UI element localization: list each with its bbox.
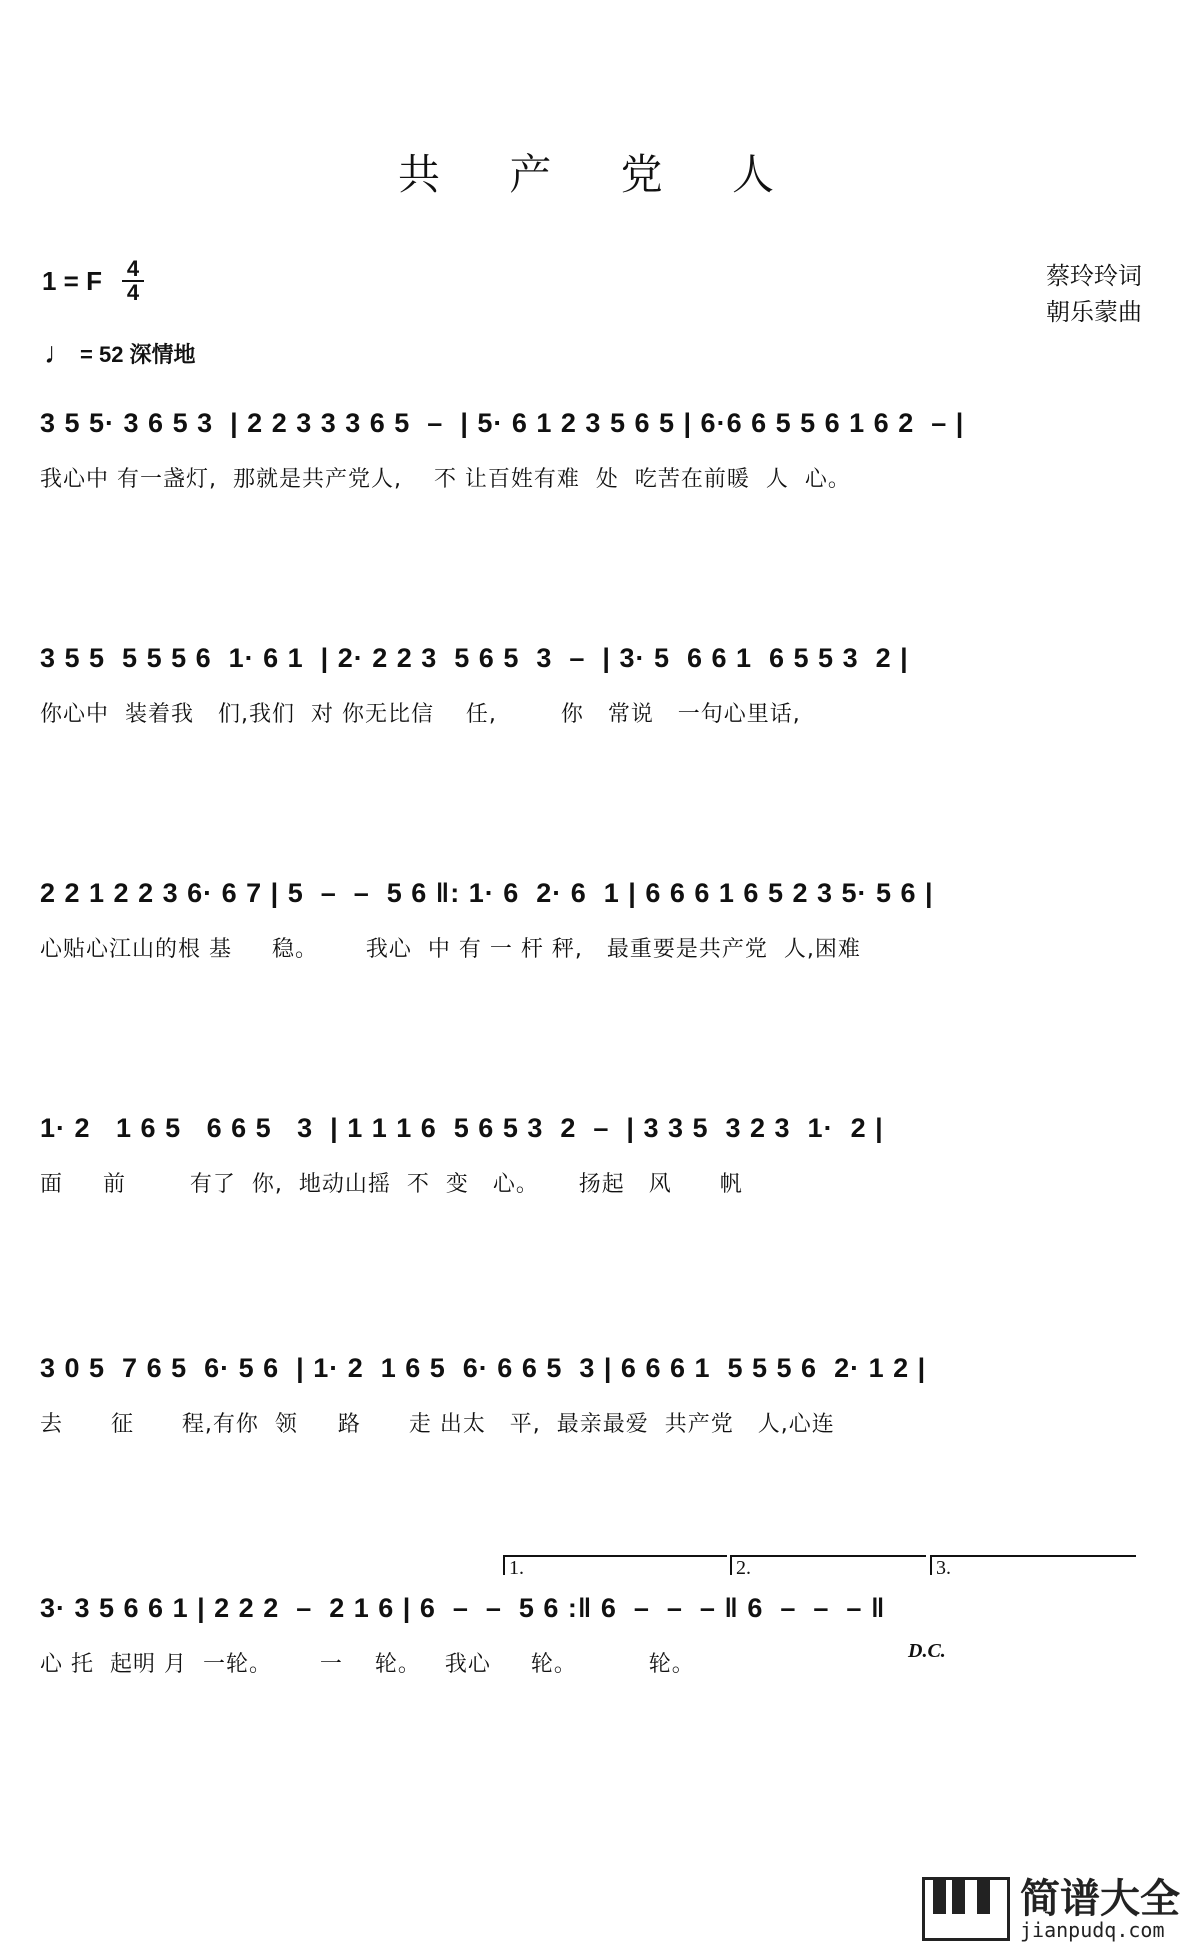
melody-line: 3 5 5 5 5 5 6 1· 6 1 | 2· 2 2 3 5 6 5 3 – | 3· 5 6 6 1 6 5 5 3 2 | (40, 643, 909, 673)
music-system-4 (40, 1105, 1150, 1215)
music-system-5 (40, 1345, 1150, 1455)
melody-line: 3 5 5· 3 6 5 3 | 2 2 3 3 3 6 5 – | 5· 6 1 2 3 5 6 5 | 6·6 6 5 5 6 1 6 2 – | (40, 408, 965, 438)
music-system-3 (40, 870, 1150, 980)
watermark-name: 简谱大全 (1020, 1875, 1180, 1922)
second-ending-bracket: 2. (730, 1555, 926, 1575)
melody-line: 3 0 5 7 6 5 6· 5 6 | 1· 2 1 6 5 6· 6 6 5 3 | 6 6 6 1 5 5 5 6 2· 1 2 | (40, 1353, 927, 1383)
key-signature: 1 = F (42, 266, 102, 296)
quarter-note-icon: ♩ (44, 336, 74, 370)
melody-line: 1· 2 1 6 5 6 6 5 3 | 1 1 1 6 5 6 5 3 2 – | 3 3 5 3 2 3 1· 2 | (40, 1113, 884, 1143)
third-ending-bracket: 3. (930, 1555, 1136, 1575)
watermark-text (1020, 1875, 1180, 1942)
music-system-6 (40, 1585, 1150, 1695)
lyrics-line: 去 征 程,有你 领 路 走 出太 平, 最亲最爱 共产党 人,心连 (40, 1412, 835, 1437)
music-system-2 (40, 635, 1150, 745)
lyrics-line: 心 托 起明 月 一轮。 一 轮。 我心 轮。 轮。 (40, 1652, 695, 1677)
melody-line: 3· 3 5 6 6 1 | 2 2 2 – 2 1 6 | 6 – – 5 6 :‖ 6 – – – ‖ 6 – – – ‖ (40, 1593, 886, 1623)
composer-credit: 朝乐蒙曲 (1046, 298, 1142, 326)
tempo-marking (44, 338, 196, 369)
first-ending-bracket: 1. (503, 1555, 727, 1575)
meter-top: 4 (126, 256, 140, 281)
music-system-1 (40, 400, 1150, 510)
lyricist-credit: 蔡玲玲词 (1046, 262, 1142, 290)
lyrics-line: 我心中 有一盏灯, 那就是共产党人, 不 让百姓有难 处 吃苦在前暖 人 心。 (40, 467, 851, 492)
meter-bottom: 4 (126, 280, 140, 305)
lyrics-line: 面 前 有了 你, 地动山摇 不 变 心。 扬起 风 帆 (40, 1172, 743, 1197)
piano-keys-icon (922, 1877, 1010, 1941)
melody-line: 2 2 1 2 2 3 6· 6 7 | 5 – – 5 6 ‖: 1· 6 2· 6 1 | 6 6 6 1 6 5 2 3 5· 5 6 | (40, 878, 934, 908)
time-signature (120, 258, 146, 304)
tempo-text: = 52 深情地 (80, 342, 196, 367)
page-title: 共 产 党 人 (397, 150, 803, 199)
lyrics-line: 心贴心江山的根 基 稳。 我心 中 有 一 杆 秤, 最重要是共产党 人,困难 (40, 937, 861, 962)
dc-marking: D.C. (908, 1640, 946, 1662)
watermark-logo (922, 1877, 1180, 1941)
lyrics-line: 你心中 装着我 们,我们 对 你无比信 任, 你 常说 一句心里话, (40, 702, 801, 727)
watermark-url: jianpudq.com (1020, 1917, 1165, 1942)
